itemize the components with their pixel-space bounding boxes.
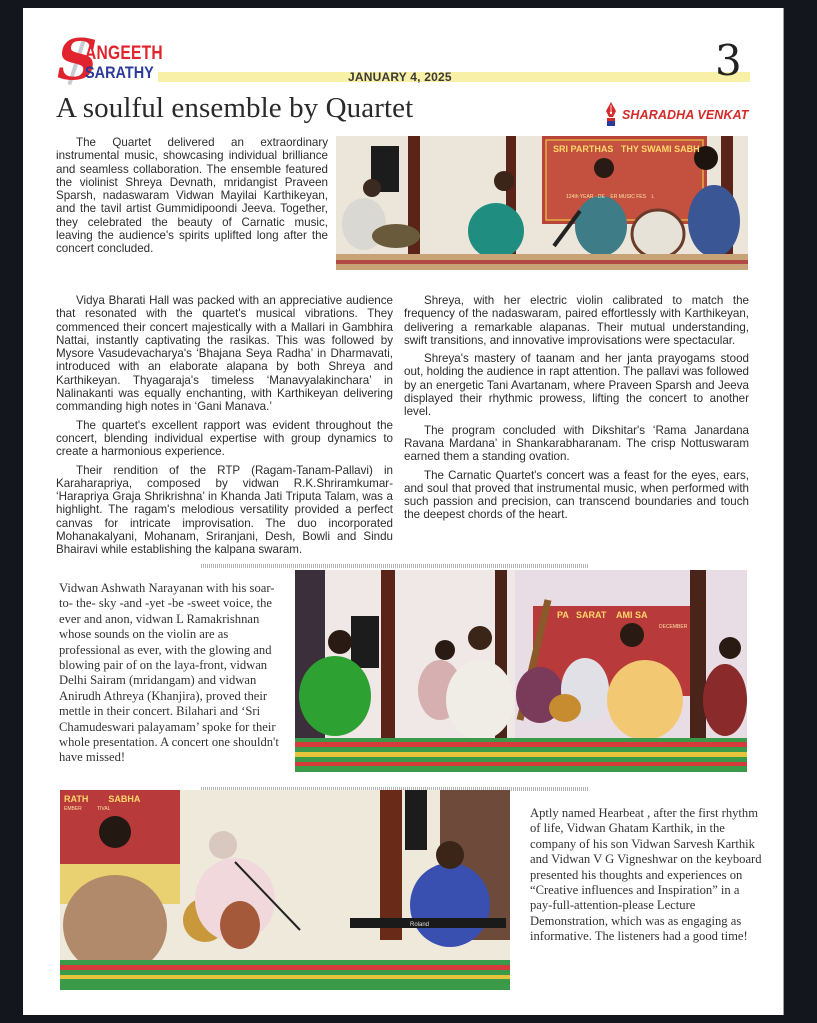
sabha-banner-text: SRI PARTHAS THY SWAMI SABH [553,144,700,154]
article-paragraph: The program concluded with Dikshitar's ‘Rama Janardana Ravana Mardana’ in Shankarabharanam. The crisp Nottuswaram earned them a standing ovation. [404,423,749,464]
author-byline [604,102,749,128]
keyboard-brand-label: Roland [410,922,430,928]
article-paragraph: The Quartet delivered an extraordinary instrumental music, showcasing individual brilliance and seamless collaboration. The ensemble featured the violinist Shreya Devnath, mridangist Praveen Sparsh, nadaswaram Vidwan Mayilai Karthikeyan, and the tavil artist Gummidipoondi Jeeva. Together, they celebrated the beauty of Carnatic music, leaving the audience's spirits uplifted long after the concert concluded. [56,136,328,256]
page-number: 3 [715,36,742,85]
article-column-right [404,294,749,527]
sabha-banner-text: RATH SABHA [64,794,141,804]
article-paragraph: Vidya Bharati Hall was packed with an appreciative audience that resonated with the quartet's musical vibrations. They commenced their concert majestically with a Mallari in Gambhira Nattai, instantly captivating the rasikas. This was followed by Mysore Vasudevacharya's ‘Bhajana Seya Radha’ in Dharmavati, introduced with an elaborate alapana by both Shreya and Karthikeyan. Thyagaraja's timeless ‘Manavyalakinchara’ in Nalinakanti was equally enchanting, with Karthikeyan delivering commanding high notes in ‘Gani Manava.’ [56,294,393,414]
quartet-concert-illustration [336,136,748,270]
article-headline: A soulful ensemble by Quartet [56,92,414,124]
vocal-concert-photo [295,570,747,772]
caption-text: Vidwan Ashwath Narayanan with his soar- to- the- sky -and -yet -be -sweet voice, the ever and anon, vidwan L Ramakrishnan whose sounds on the violin are as professional as ever, with the glowing and blowing pair of on the laya-front, vidwan Delhi Sairam (mridangam) and vidwan Anirudh Athreya (Khanjira), proved their mettle in their concert. Bilahari and ‘Sri Chamudeswari palayamam’ spoke for their whole presentation. A concert one shouldn't have missed! [59,581,279,765]
logo-text-bottom: SARATHY [85,63,154,82]
vocal-concert-illustration [295,570,747,772]
sabha-banner-subtext: 124th YEAR - DE ER MUSIC FES L [566,194,655,200]
article-column-left [56,294,393,562]
article-column-top-left [56,136,328,261]
newspaper-page [23,8,783,1015]
lecture-demonstration-illustration [60,790,510,990]
fountain-pen-icon [604,102,618,128]
section-divider [201,564,589,568]
sabha-banner-subtext: EMBER TIVAL [64,806,111,812]
logo-text-top: ANGEETH [85,43,163,64]
caption-text: Aptly named Hearbeat , after the first rhythm of life, Vidwan Ghatam Karthik, in the company of his son Vidwan Sarvesh Karthik and Vidwan V G Vigneshwar on the keyboard presented his thoughts and experiences on “Creative influences and Inspiration” in a pay-full-attention-please Lecture Demonstration, which was as engaging as informative. The listeners had a good time! [530,806,762,944]
article-paragraph: Their rendition of the RTP (Ragam-Tanam-Pallavi) in Karaharapriya, composed by vidwan R.K.Shriramkumar- ‘Harapriya Graja Shrikrishna’ in Khanda Jati Triputa Talam, was a highlight. The ragam's melodious versatility provided a perfect canvas for intricate improvisation. The duo incorporated Mohanakalyani, Mohanam, Sriranjani, Desh, Bowli and Sindu Bhairavi while establishing the kalpana swaram. [56,463,393,557]
article-paragraph: The Carnatic Quartet's concert was a feast for the eyes, ears, and soul that proved that instrumental music, when performed with such passion and precision, can transcend boundaries and touch the deepest chords of the heart. [404,468,749,522]
article-paragraph: Shreya's mastery of taanam and her janta prayogams stood out, holding the audience in rapt attention. The pallavi was followed by an energetic Tani Avartanam, where Praveen Sparsh and Jeeva displayed their rhythmic prowess, lifting the concert to another level. [404,352,749,419]
sangeeth-sarathy-logo [57,27,167,94]
lecture-demo-caption [530,806,762,945]
masthead-band [158,72,750,82]
author-name: SHARADHA VENKAT [622,108,749,122]
sabha-banner-text: PA SARAT AMI SA [557,610,648,620]
sabha-banner-subtext: DECEMBER [659,624,688,630]
article-paragraph: Shreya, with her electric violin calibrated to match the frequency of the nadaswaram, paired effortlessly with Karthikeyan, delivering a remarkable alapanas. Their mutual understanding, swift transitions, and innovative improvisations were spectacular. [404,294,749,347]
article-paragraph: The quartet's excellent rapport was evident throughout the concert, blending individual expertise with group dynamics to create a harmonious experience. [56,418,393,459]
logo-initial: S [57,27,98,93]
quartet-concert-photo [336,136,748,270]
issue-date: JANUARY 4, 2025 [348,70,452,84]
vocal-concert-caption [59,581,291,766]
lecture-demonstration-photo [60,790,510,990]
